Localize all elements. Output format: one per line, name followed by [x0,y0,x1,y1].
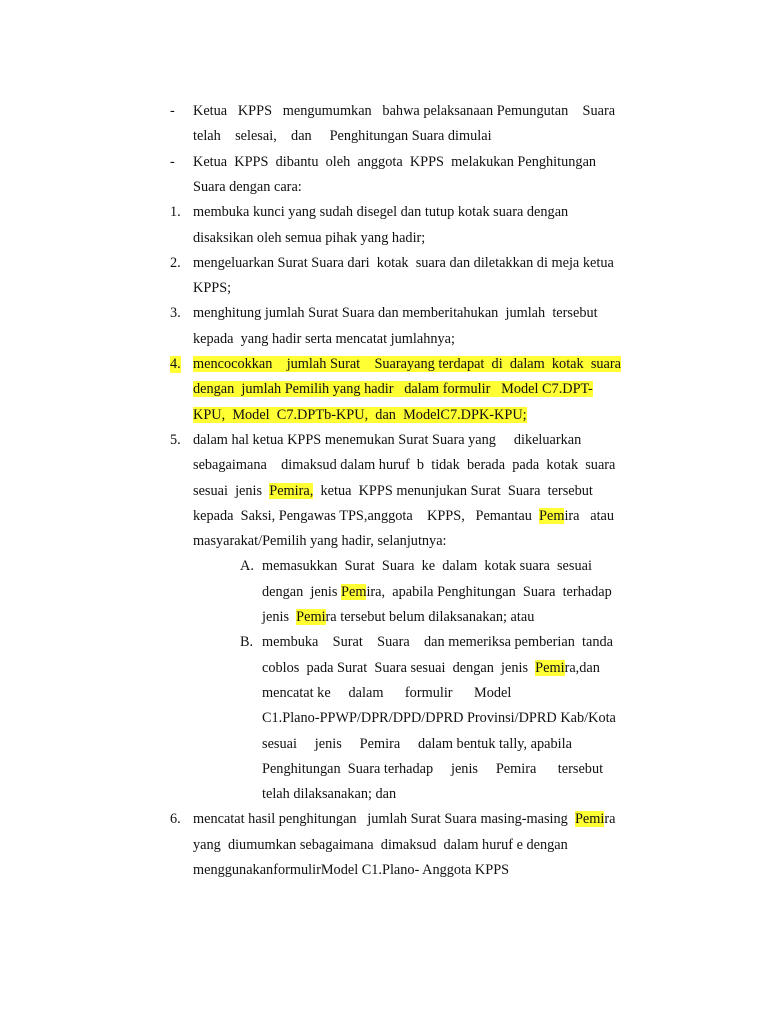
text-run: menghitung jumlah Surat Suara dan memberitahukan jumlah tersebut [193,305,598,322]
text-run: ira, apabila Penghitungan Suara terhadap [366,583,612,600]
list-marker: B. [240,634,254,651]
text-run: kepada Saksi, Pengawas TPS,anggota KPPS, Pemantau [193,507,540,524]
text-line [193,230,425,247]
text-run: membuka Surat Suara dan memeriksa pemberian tanda [262,634,613,651]
highlighted-text: Pem [341,583,367,600]
text-line [193,255,614,272]
text-line [193,305,598,322]
text-line [262,786,396,803]
highlighted-text: Pemi [296,609,326,625]
text-line [262,558,592,575]
text-line [193,457,615,474]
list-marker: 4. [170,356,181,372]
highlighted-text: mencocokkan jumlah Surat Suarayang terdapat di dalam kotak suara [193,356,621,372]
text-line [262,710,616,727]
text-run: ra [604,811,616,828]
list-marker: 5. [170,431,181,448]
text-line [193,179,302,196]
text-line [193,103,615,120]
text-run: telah selesai, dan Penghitungan Suara dimulai [193,128,492,145]
highlighted-text: KPU, Model C7.DPTb-KPU, dan ModelC7.DPK-KPU; [193,406,527,423]
text-run: sesuai jenis [193,482,270,499]
text-run: dengan jenis [262,583,342,600]
text-run: ira atau [564,507,615,524]
text-line [262,609,534,626]
list-marker: 1. [170,204,181,221]
text-run: mencatat ke dalam formulir Model [262,684,512,701]
text-run: KPPS; [193,280,232,297]
text-line [262,761,603,778]
text-run: C1.Plano-PPWP/DPR/DPD/DPRD Provinsi/DPRD Kab/Kota [262,710,616,727]
text-line [193,508,614,525]
text-run: ra tersebut belum dilaksanakan; atau [325,609,535,625]
text-run: ketua KPPS menunjukan Surat Suara tersebut [313,482,593,499]
text-line [262,736,572,753]
text-run: dalam hal ketua KPPS menemukan Surat Suara yang dikeluarkan [193,431,582,448]
list-marker: 6. [170,811,181,828]
text-line [262,660,600,677]
highlighted-text: Pem [539,507,565,524]
text-line [262,685,511,702]
text-run: jenis [262,609,297,625]
text-line [193,154,596,171]
text-run: disaksikan oleh semua pihak yang hadir; [193,229,426,246]
text-run: masyarakat/Pemilih yang hadir, selanjutnya: [193,533,447,550]
list-marker: A. [240,558,254,575]
text-run: Ketua KPPS mengumumkan bahwa pelaksanaan Pemungutan Suara [193,103,616,119]
text-line [193,811,615,828]
text-run: yang diumumkan sebagaimana dimaksud dalam huruf e dengan [193,836,568,853]
highlighted-text: dengan jumlah Pemilih yang hadir dalam formulir Model C7.DPT- [193,381,593,398]
text-run: memasukkan Surat Suara ke dalam kotak suara sesuai [262,558,592,575]
text-line [193,862,509,879]
text-line [193,837,568,854]
text-run: menggunakanformulirModel C1.Plano- Anggota KPPS [193,862,510,878]
text-run: mencatat hasil penghitungan jumlah Surat Suara masing-masing [193,811,575,828]
text-run: coblos pada Surat Suara sesuai dengan jenis [262,659,536,676]
list-marker: 3. [170,305,181,322]
text-run: Ketua KPPS dibantu oleh anggota KPPS melakukan Penghitungan [193,153,597,170]
text-line [262,584,612,601]
text-run: sebagaimana dimaksud dalam huruf b tidak berada pada kotak suara [193,457,616,474]
text-run: Penghitungan Suara terhadap jenis Pemira tersebut [262,760,604,777]
text-run: membuka kunci yang sudah disegel dan tutup kotak suara dengan [193,204,569,221]
text-run: Suara dengan cara: [193,178,302,195]
text-line [193,280,231,297]
list-marker: 2. [170,254,181,271]
text-line [193,533,447,550]
list-marker: - [170,153,175,170]
text-line [262,634,613,651]
text-line [193,356,621,373]
text-run: telah dilaksanakan; dan [262,786,397,803]
text-line [193,128,492,145]
text-run: kepada yang hadir serta mencatat jumlahnya; [193,330,456,347]
highlighted-text: Pemi [574,811,605,828]
text-line [193,483,593,500]
text-run: mengeluarkan Surat Suara dari kotak suara dan diletakkan di meja ketua [193,254,614,271]
text-line [193,432,581,449]
text-line [193,331,455,348]
text-run: sesuai jenis Pemira dalam bentuk tally, apabila [262,735,572,752]
text-line [193,204,568,221]
text-run: ra,dan [564,659,600,676]
highlighted-text: Pemira, [269,482,314,499]
list-marker: - [170,103,175,119]
text-line [193,407,527,424]
highlighted-text: Pemi [535,659,565,676]
text-line [193,381,593,398]
